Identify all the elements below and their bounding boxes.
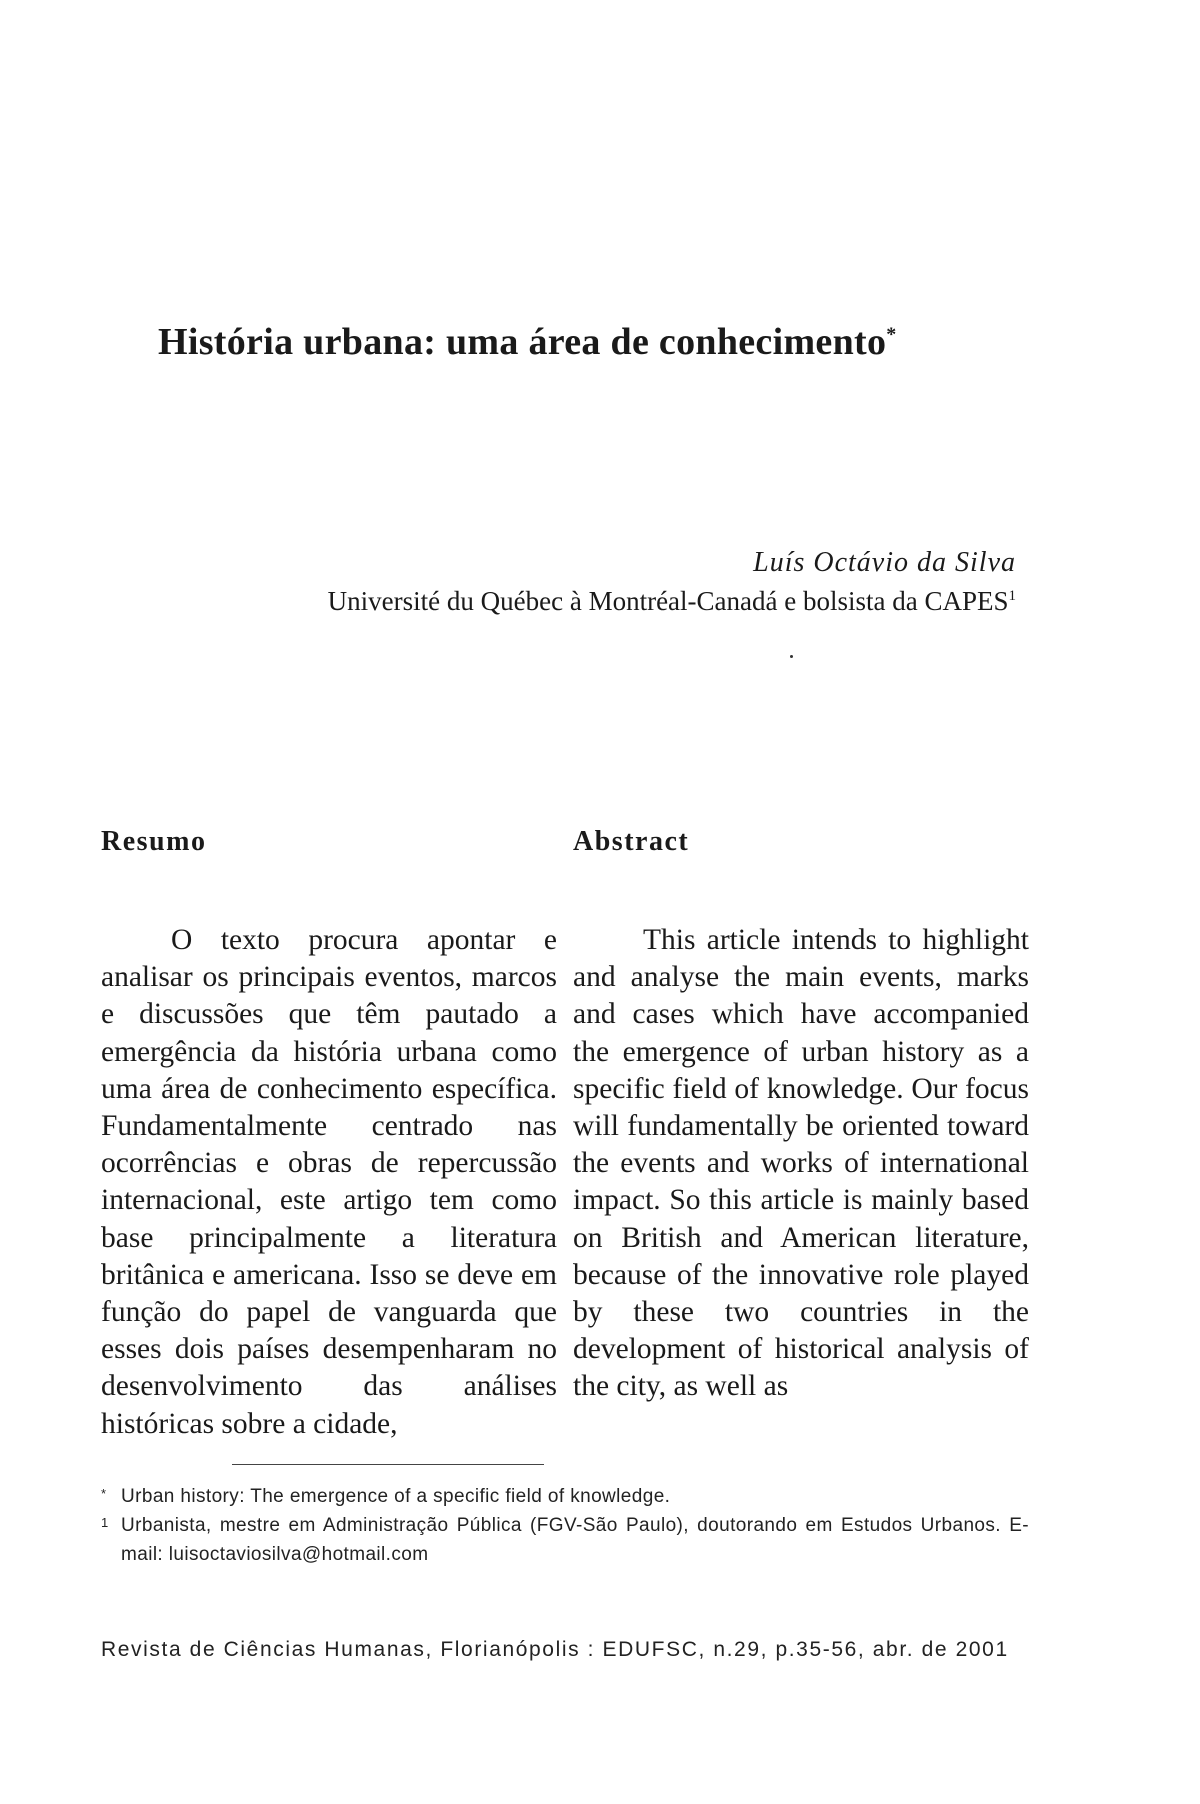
footnotes [101, 1482, 1029, 1569]
author-block [116, 544, 1016, 620]
stray-dot [790, 655, 793, 658]
author-affiliation [116, 582, 1016, 620]
abstract-heading: Abstract [573, 826, 690, 857]
resumo-heading: Resumo [101, 826, 207, 857]
resumo-text: O texto procura apontar e analisar os principais eventos, marcos e discussões que têm pautado a emergência da história urbana como uma área de conhecimento específica. Fundamentalmente centrado nas ocorrências e obras de repercussão internacional, este artigo tem como base principalmente a literatura britânica e americana. Isso se deve em função do papel de vanguarda que esses dois países desempenharam no desenvolvimento das análises históricas sobre a cidade, [101, 924, 557, 1440]
footnote-mark: 1 [101, 1515, 109, 1530]
affiliation-footnote-mark: 1 [1008, 588, 1016, 604]
affiliation-text: Université du Québec à Montréal-Canadá e bolsista da CAPES [327, 586, 1009, 616]
article-title [158, 320, 1058, 364]
footnote-text: Urban history: The emergence of a specific field of knowledge. [121, 1486, 671, 1507]
abstract-column [573, 822, 1029, 1435]
footnote-rule [232, 1464, 544, 1465]
footnote-mark: * [101, 1486, 107, 1501]
author-name: Luís Octávio da Silva [753, 547, 1016, 578]
title-footnote-mark: * [886, 323, 897, 346]
abstract-text: This article intends to highlight and analyse the main events, marks and cases which have accompanied the emergence of urban history as a specific field of knowledge. Our focus will fundamentally be oriented toward the events and works of international impact. So this article is mainly based on British and American literature, because of the innovative role played by these two countries in the development of historical analysis of the city, as well as [573, 924, 1029, 1403]
article-title-text: História urbana: uma área de conhecimento [158, 321, 887, 363]
footnote-title [101, 1482, 1029, 1511]
journal-citation: Revista de Ciências Humanas, Florianópolis : EDUFSC, n.29, p.35-56, abr. de 2001 [101, 1638, 1009, 1661]
footnote-author [101, 1511, 1029, 1569]
resumo-column [101, 822, 557, 1472]
footnote-text: Urbanista, mestre em Administração Pública (FGV-São Paulo), doutorando em Estudos Urbanos. E-mail: luisoctaviosilva@hotmail.com [121, 1515, 1029, 1565]
